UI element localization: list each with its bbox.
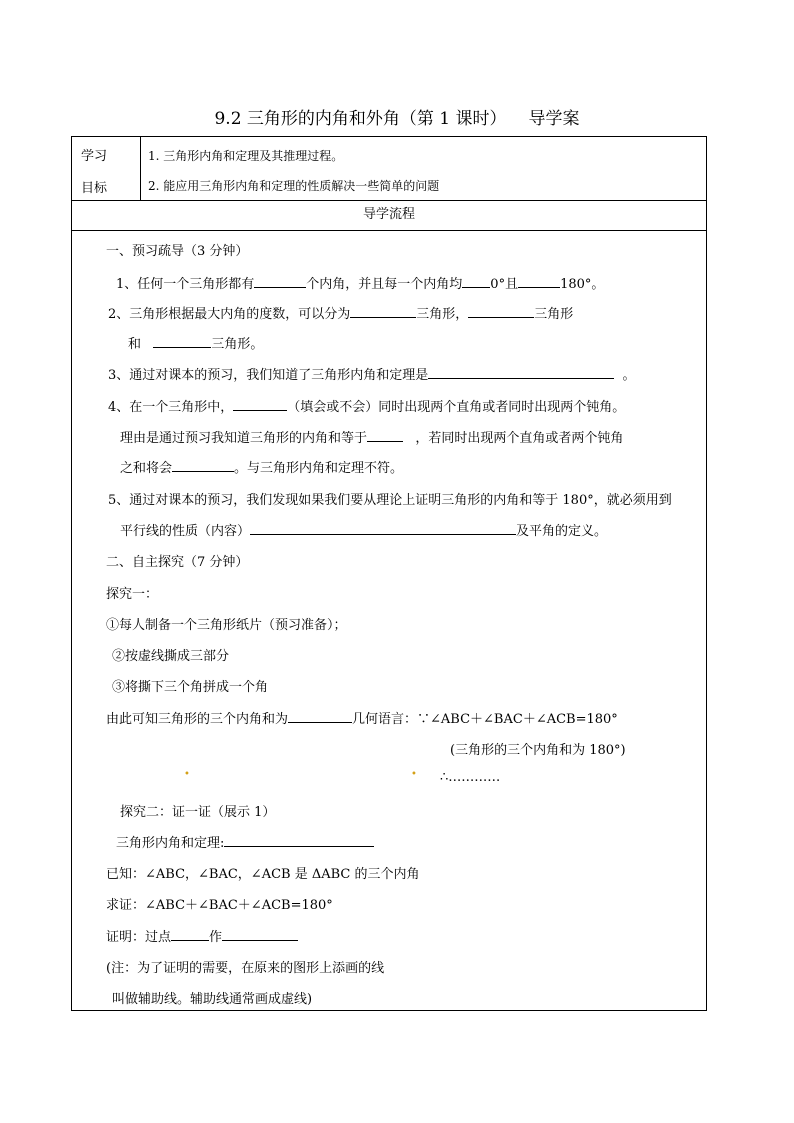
question-2: 2、三角形根据最大内角的度数，可以分为 三角形， 三角形 <box>108 307 574 322</box>
decorative-dot: • <box>411 769 417 780</box>
answer-blank[interactable] <box>224 834 374 847</box>
question-5: 5、通过对课本的预习，我们发现如果我们要从理论上证明三角形的内角和等于 180°，就必须用到 <box>108 493 672 508</box>
answer-blank[interactable] <box>462 275 490 288</box>
section1-heading: 一、预习疏导（3 分钟） <box>106 244 249 259</box>
answer-blank[interactable] <box>350 305 416 318</box>
answer-blank[interactable] <box>233 398 287 411</box>
flow-header: 导学流程 <box>72 200 706 231</box>
theorem-line: 三角形内角和定理: <box>116 832 374 851</box>
goals-label-cell <box>72 137 141 200</box>
goals-row <box>72 137 706 201</box>
therefore-line: ∴………… <box>440 770 501 785</box>
answer-blank[interactable] <box>171 928 209 941</box>
worksheet-table <box>71 136 707 1011</box>
proof-line: 证明：过点 作 <box>106 926 298 945</box>
section2-heading: 二、自主探究（7 分钟） <box>106 555 249 570</box>
question-4-reason: 理由是通过预习我知道三角形的内角和等于 ，若同时出现两个直角或者两个钝角 <box>120 431 624 446</box>
title-main: 9.2 三角形的内角和外角（第 1 课时） <box>214 109 507 129</box>
explore-2-heading: 探究二：证一证（展示 1） <box>120 805 276 820</box>
answer-blank[interactable] <box>222 928 298 941</box>
question-3: 3、通过对课本的预习，我们知道了三角形内角和定理是 。 <box>108 368 636 383</box>
page-title <box>0 104 794 129</box>
question-4-cont: 之和将会 。与三角形内角和定理不符。 <box>120 461 404 476</box>
answer-blank[interactable] <box>468 305 534 318</box>
conclusion-reason: (三角形的三个内角和为 180°) <box>450 743 626 758</box>
answer-blank[interactable] <box>367 429 403 442</box>
explore-step-3: ③将撕下三个角拼成一个角 <box>112 680 269 695</box>
conclusion-line: 由此可知三角形的三个内角和为 几何语言：∵∠ABC＋∠BAC＋∠ACB=180° <box>106 712 618 727</box>
title-suffix: 导学案 <box>528 109 580 129</box>
question-4: 4、在一个三角形中， （填会或不会）同时出现两个直角或者同时出现两个钝角。 <box>108 400 626 415</box>
goals-label-line1: 学习 <box>81 149 108 164</box>
note-line-2: 叫做辅助线。辅助线通常画成虚线) <box>112 992 313 1007</box>
goals-label-line2: 目标 <box>81 181 108 196</box>
question-1: 1、任何一个三角形都有 个内角，并且每一个内角均 0°且 180°。 <box>116 277 605 292</box>
given-line: 已知：∠ABC，∠BAC，∠ACB 是 ΔABC 的三个内角 <box>106 867 420 882</box>
explore-step-2: ②按虚线撕成三部分 <box>112 649 230 664</box>
note-line-1: (注：为了证明的需要，在原来的图形上添画的线 <box>106 961 385 976</box>
goal-item-1: 1. 三角形内角和定理及其推理过程。 <box>148 149 344 163</box>
decorative-dot: • <box>184 769 190 780</box>
answer-blank[interactable] <box>254 275 306 288</box>
answer-blank[interactable] <box>288 710 352 723</box>
goal-item-2: 2. 能应用三角形内角和定理的性质解决一些简单的问题 <box>148 179 440 193</box>
explore-step-1: ①每人制备一个三角形纸片（预习准备）； <box>106 618 347 633</box>
answer-blank[interactable] <box>250 522 516 535</box>
answer-blank[interactable] <box>518 275 560 288</box>
question-2-cont: 和 三角形。 <box>128 337 264 352</box>
prove-line: 求证：∠ABC＋∠BAC＋∠ACB=180° <box>106 898 333 913</box>
answer-blank[interactable] <box>153 335 211 348</box>
question-5-cont: 平行线的性质（内容） 及平角的定义。 <box>120 524 608 539</box>
answer-blank[interactable] <box>428 366 614 379</box>
answer-blank[interactable] <box>172 459 234 472</box>
explore-1-heading: 探究一： <box>106 587 159 602</box>
